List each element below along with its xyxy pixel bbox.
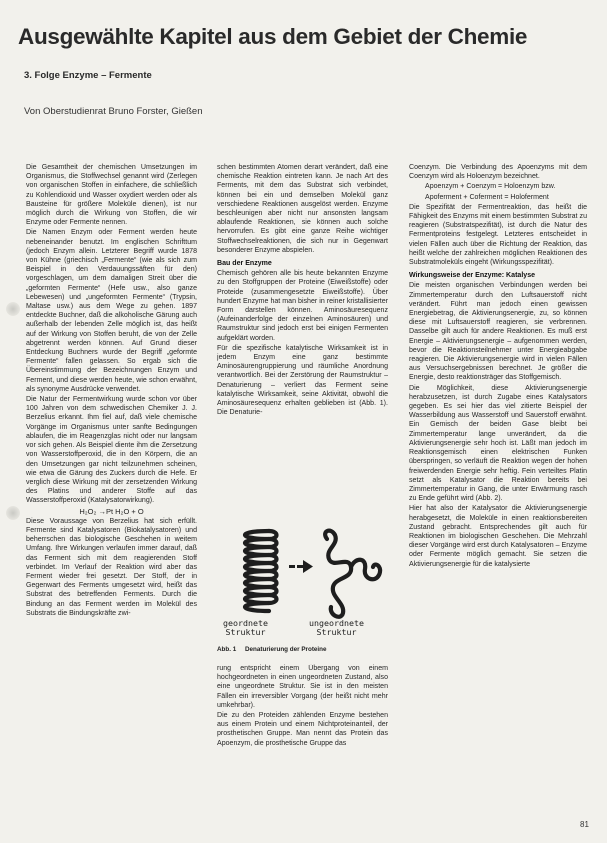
punch-hole: [6, 302, 20, 316]
label-ordered-structure: geordnete Struktur: [223, 618, 268, 637]
punch-hole: [6, 506, 20, 520]
formula: H₂O₂ →Pt H₂O + O: [79, 506, 144, 516]
series-heading: 3. Folge Enzyme – Fermente: [24, 70, 152, 81]
author-line: Von Oberstudienrat Bruno Forster, Gießen: [24, 106, 203, 117]
paragraph: Die zu den Proteiden zählenden Enzyme bestehen aus einem Protein und einem Nichtproteinanteil, der prosthetischen Gruppe. Man nennt das Protein das Apoenzym, die prosthetische Gruppe das: [217, 712, 388, 747]
paragraph: Die Möglichkeit, diese Aktivierungsenergie herabzusetzen, ist durch Zugabe eines Katalysators gegeben. Es sei hier das viel zitierte Beispiel der Wasserbildung aus Wasserstoff und Sauerstoff erwähnt. Ein Gemisch der beiden Gase bleibt bei Zimmertemperatur lange unverändert, da die Aktivierungsenergie sehr hoch ist. Läßt man jedoch im Reaktionsgemisch einen elektrischen Funken überspringen, so verläuft die Reaktion wegen der hohen freiwerdenden Energie sehr heftig. Fein verteiltes Platin setzt als Katalysator die Reaktion bereits bei Zimmertemperatur in Gang, die unter Erwärmung rasch zu Ende geführt wird (Abb. 2).: [409, 384, 587, 503]
paragraph: Die Gesamtheit der chemischen Umsetzungen im Organismus, die Stoffwechsel genannt wird (Zerlegen von organischen Stoffen in einfachere, die schließlich zu Kohlendioxid und Wasser oxydiert werden oder als Bausteine für größere Moleküle dienen), ist nur möglich durch die Wirkung von Stoffen, die wir Enzyme oder Fermente nennen.: [26, 164, 197, 227]
page-number: 81: [580, 820, 589, 829]
ordered-helix-drawing: [245, 531, 277, 611]
paragraph: Coenzym. Die Verbindung des Apoenzyms mit dem Coenzym wird als Holoenzym bezeichnet.: [409, 164, 587, 181]
text-column-2-continued: [217, 664, 388, 834]
text-column-2: [217, 163, 388, 525]
paragraph: Hier hat also der Katalysator die Aktivierungsenergie herabgesetzt, die Moleküle in einen reaktionsbereiten Zustand gebracht. Entsprechendes gilt auch für Reaktionen im biologischen Geschehen. Die Mehrzahl dieser Vorgänge wird erst durch Katalysatoren – Enzyme oder Fermente möglich gemacht. Sie setzen die Aktivierungsenergie für die katalysierte: [409, 505, 587, 568]
text-column-3: [409, 163, 587, 803]
disordered-chain-drawing: [325, 531, 380, 617]
text-column-1: [26, 163, 197, 833]
paragraph: Die Natur der Fermentwirkung wurde schon vor über 100 Jahren von dem schwedischen Chemiker J. J. Berzelius erkannt. Ihm fiel auf, daß viele chemische Vorgänge im Organismus unter sanfte Bedingungen ablaufen, die im Reagenzglas nicht oder nur langsam vor sich gehen. Als Beispiel diente ihm die Zersetzung von Wasserstoffperoxid, die in den Körpern, die an den Umsetzungen gar nicht teilzunehmen scheinen, wie etwa die Gärung des Zuckers durch die Hefe. Er verglich diese Wirkung mit der zersetzenden Wirkung des Platins und anderer Stoffe auf das Wasserstoffperoxid (Katalysatorwirkung).: [26, 396, 197, 505]
paragraph: Die meisten organischen Verbindungen werden bei Zimmertemperatur durch den Luftsauerstoff nicht verändert. Führt man jedoch einen gewissen Energiebetrag, die Aktivierungsenergie, zu, so können diese mit Luftsauerstoff reagieren, sie verbrennen. Dasselbe gilt auch für andere Reaktionen. Es muß erst Energie – Aktivierungsenergie – aufgenommen werden, bevor die Reaktionsteilnehmer unter Energieabgabe reagieren. Die Aktivierungsenergie wird in vielen Fällen aus Versuchsergebnissen berechnet. Je größer die Energie, desto reaktionsträger das Stoffgemisch.: [409, 282, 587, 382]
paragraph: rung entspricht einem Übergang von einem hochgeordneten in einen ungeordneten Zustand, also eine ungeordnete Struktur. Sie ist in den meisten Fällen ein irreversibler Vorgang (der heißt nicht mehr umkehrbar).: [217, 665, 388, 709]
page-title: Ausgewählte Kapitel aus dem Gebiet der Chemie: [18, 24, 528, 49]
paragraph: schen bestimmten Atomen derart verändert, daß eine chemische Reaktion eintreten kann. Je nach Art des Ferments, mit dem das Substrat sich verbindet, können bei ein und demselben Molekül ganz verschiedene Reaktionen ausgelöst werden. Enzyme beschleunigen aber nicht nur ansonsten langsam ablaufende Reaktionen, sie können auch solche hervorrufen. Es gibt eine ganze Reihe wichtiger Stoffwechselreaktionen, die sich nur in Gegenwart besonderer Enzyme abspielen.: [217, 164, 388, 254]
figure-caption: Abb. 1 Denaturierung der Proteine: [217, 646, 327, 653]
paragraph: Die Namen Enzym oder Ferment werden heute nebeneinander benutzt. Im englischen Schrifttum (jedoch Enzym allein. Letzterer Begriff wurde 1878 von Kühne (griechisch „Fermente“ (wie als sich zum Beispiel in den Verdauungssäften für den) vorgeschlagen, um dem damaligen Streit über die „geformten Fermente“ (Hefe usw., also ganze Lebewesen) und „ungeformten Fermente“ (Trypsin, Maltase usw.) aus dem Wege zu gehen. 1897 entdeckte Buchner, daß die alkoholische Gärung auch außerhalb der lebenden Zelle möglich ist, das heißt auf der Wirkung von Stoffen beruht, die von der Zelle abgetrennt werden können. Auf Grund dieser Entdeckung Buchners wurde der Begriff „geformte Fermente“ fallen gelassen. So ergab sich die Übereinstimmung der Bezeichnungen Enzym und Ferment, und diese werden heute, wie schon erwähnt, als synonyme Ausdrücke verwendet.: [26, 229, 197, 393]
paragraph: Chemisch gehören alle bis heute bekannten Enzyme zu den Stoffgruppen der Proteine (Eiweißstoffe) oder Proteide (zusammengesetzte Eiweißstoffe). Über hundert Enzyme hat man bisher in reiner kristallisierter Form darstellen können. Aminosäuresequenz (Aufeinanderfolge der einzelnen Aminosäuren) und Raumstruktur sind jedoch erst bei einigen Fermenten aufgeklärt worden.: [217, 270, 388, 342]
formula: Apoenzym + Coenzym = Holoenzym bzw.: [425, 183, 556, 191]
paragraph: Die Spezifität der Fermentreaktion, das heißt die Fähigkeit des Enzyms mit einem bestimmten Substrat zu reagieren (Substratspezifität), ist durch die Natur des Fermentproteins festgelegt. Letzteres entscheidet in vielen Fällen auch über die Richtung der Reaktion, das heißt welche der zahlreichen möglichen Reaktionen des Substratmoleküls eingeht (Wirkungsspezifität).: [409, 203, 587, 267]
figure-denaturation: [217, 527, 388, 659]
label-disordered-structure: ungeordnete Struktur: [309, 618, 364, 637]
section-heading: Bau der Enzyme: [217, 260, 272, 268]
paragraph: Für die spezifische katalytische Wirksamkeit ist in jedem Enzym eine ganz bestimmte Aminosäurengruppierung und räumliche Anordnung verantwortlich. Bei der Zerstörung der Raumstruktur – Denaturierung – verliert das Ferment seine katalytische Wirksamkeit, seine Aktivität, obwohl die Aminosäuresequenz erhalten geblieben ist (Abb. 1). Die Denaturie-: [217, 344, 388, 417]
formula: Apoferment + Coferment = Holoferment: [425, 193, 549, 201]
section-heading: Wirkungsweise der Enzyme: Katalyse: [409, 272, 536, 280]
arrow-icon: [289, 560, 313, 573]
paragraph: Diese Voraussage von Berzelius hat sich erfüllt. Fermente sind Katalysatoren (Biokatalysatoren) und beherrschen das biologische Geschehen in weitem Umfang. Ihre Wirkungen verlaufen immer darauf, daß das Ferment sich mit dem reagierenden Stoff verbindet. Im Verlauf der Reaktion wird aber das Ferment wieder frei gesetzt. Der Stoff, der in Gegenwart des Ferments umgesetzt wird, heißt das Substrat des betreffenden Ferments. Durch die Bindung an das Ferment werden im Molekül des Substrats die Bindungskräfte zwi-: [26, 517, 197, 617]
